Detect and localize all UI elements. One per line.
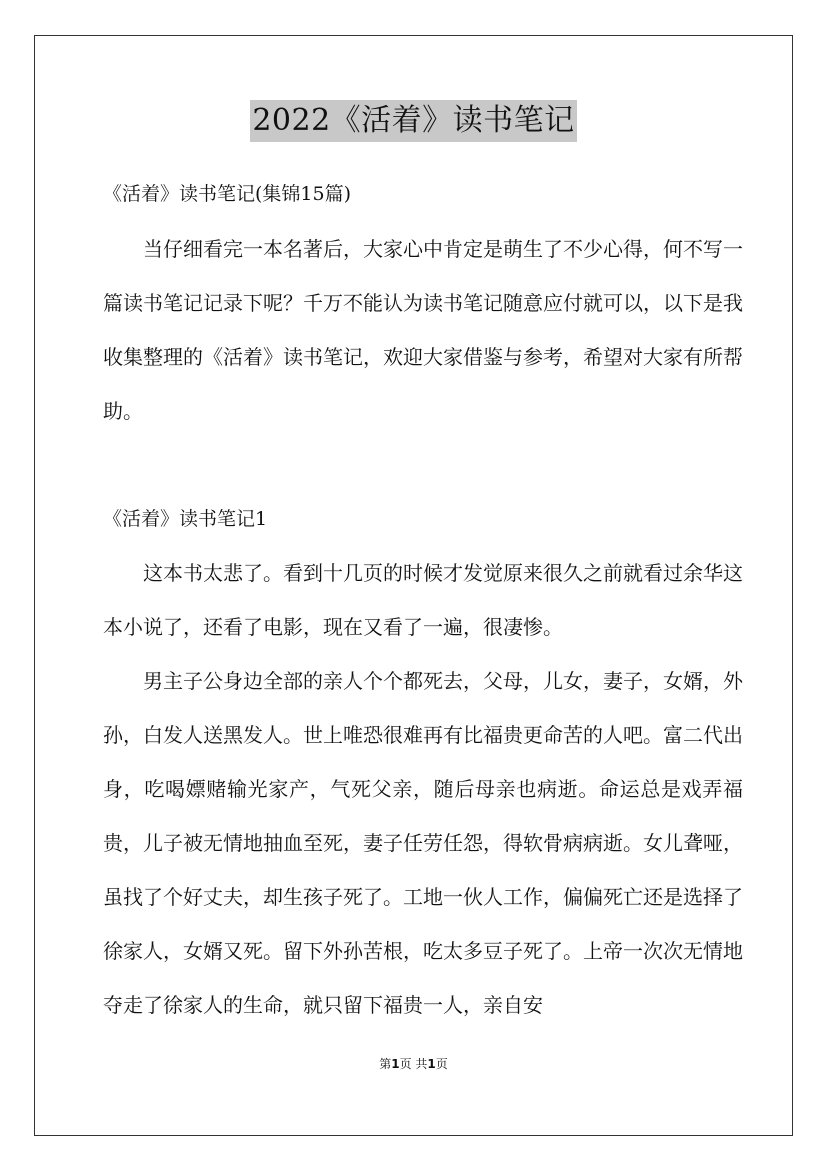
footer-page-mid: 页 共 (399, 1057, 428, 1071)
document-title: 2022《活着》读书笔记 (250, 100, 576, 142)
footer-page-prefix: 第 (379, 1057, 392, 1071)
title-container (0, 100, 827, 142)
body-paragraph-2: 男主子公身边全部的亲人个个都死去，父母，儿女，妻子，女婿，外孙，白发人送黑发人。世上唯恐很难再有比福贵更命苦的人吧。富二代出身，吃喝嫖赌输光家产，气死父亲，随后母亲也病逝。命运总是戏弄福贵，儿子被无情地抽血至死，妻子任劳任怨，得软骨病病逝。女儿聋哑，虽找了个好丈夫，却生孩子死了。工地一伙人工作，偏偏死亡还是选择了徐家人，女婿又死。留下外孙苦根，吃太多豆子死了。上帝一次次无情地夺走了徐家人的生命，就只留下福贵一人，亲自安 (103, 669, 743, 1017)
section-heading: 《活着》读书笔记1 (103, 508, 268, 530)
footer-page-total: 1 (427, 1057, 436, 1071)
footer-page-number: 1 (391, 1057, 400, 1071)
intro-paragraph: 当仔细看完一本名著后，大家心中肯定是萌生了不少心得，何不写一篇读书笔记记录下呢？千万不能认为读书笔记随意应付就可以，以下是我收集整理的《活着》读书笔记，欢迎大家借鉴与参考，希望对大家有所帮助。 (103, 237, 743, 423)
document-subtitle: 《活着》读书笔记(集锦15篇) (103, 183, 352, 205)
footer-page-suffix: 页 (435, 1057, 448, 1071)
body-paragraph-1: 这本书太悲了。看到十几页的时候才发觉原来很久之前就看过余华这本小说了，还看了电影，现在又看了一遍，很凄惨。 (103, 561, 743, 639)
page-footer (0, 1056, 827, 1072)
